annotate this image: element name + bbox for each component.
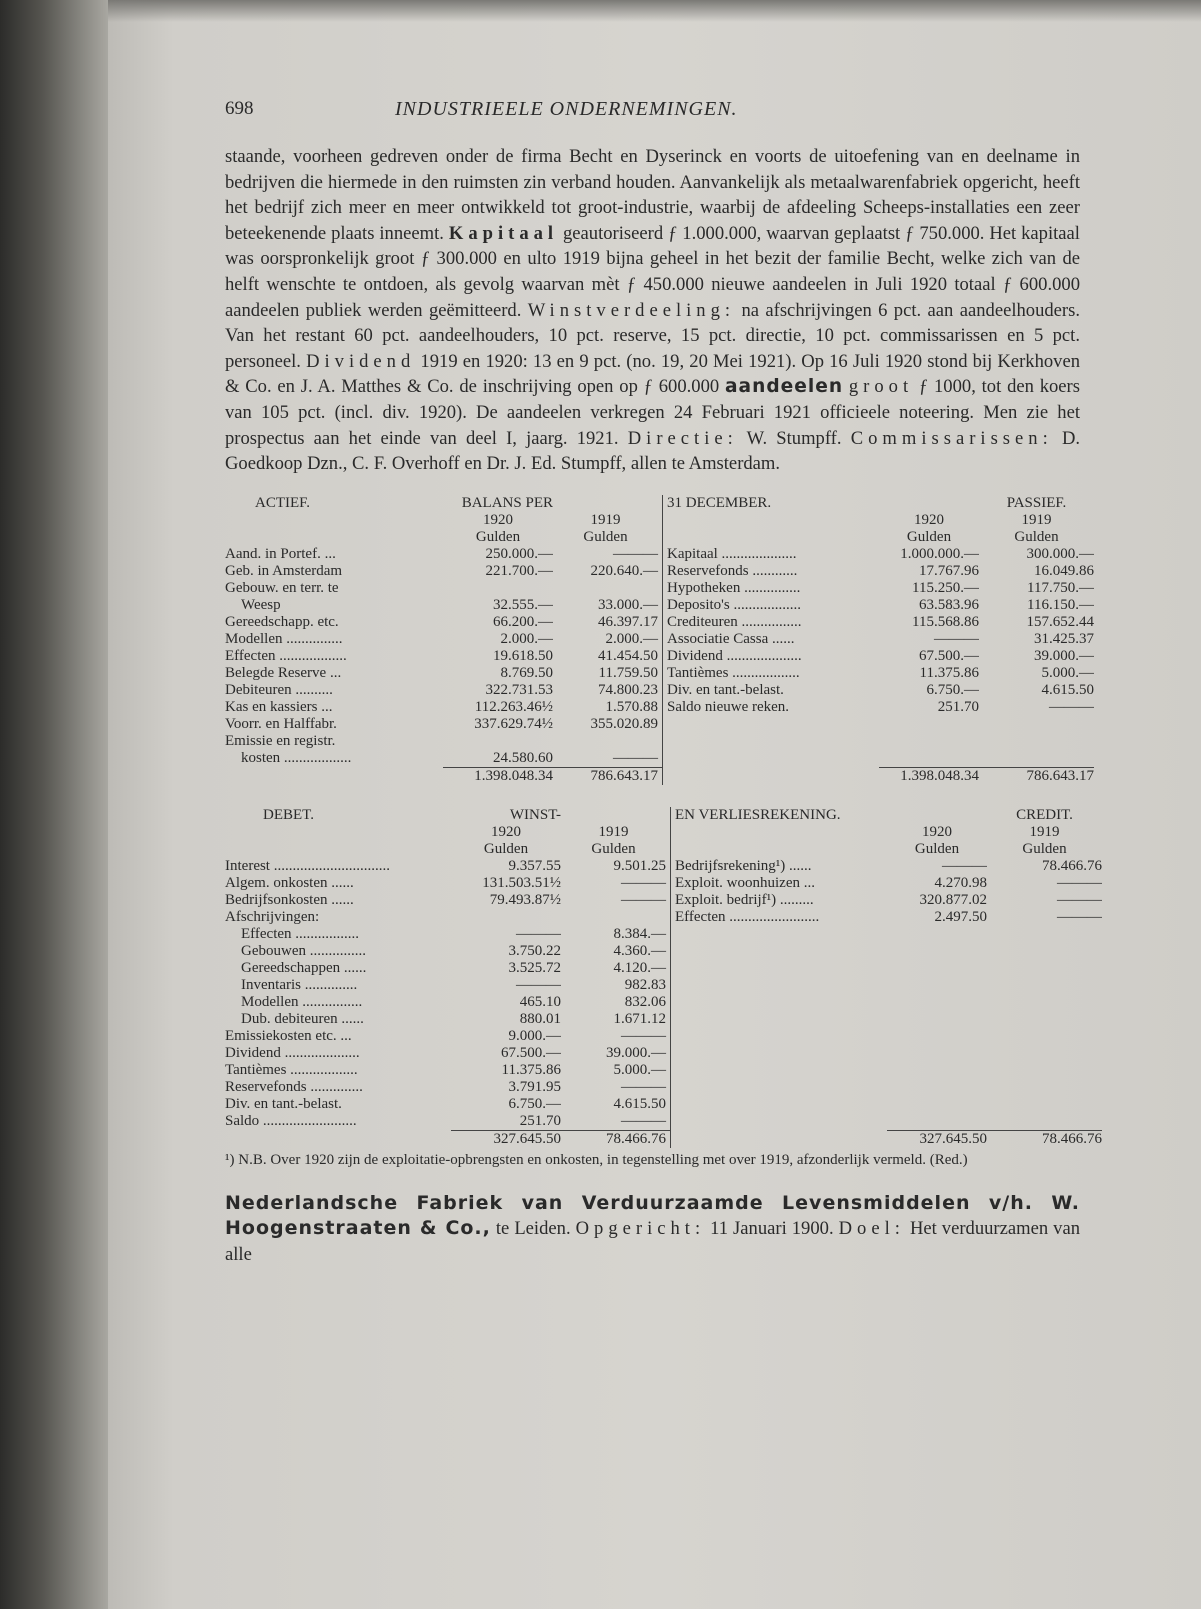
value-1920: 115.568.86	[912, 613, 979, 630]
value-1920: 3.525.72	[508, 959, 561, 976]
table-row	[225, 631, 1094, 648]
table-row	[225, 943, 1102, 960]
page-content	[225, 90, 1102, 1268]
row-label: Gereedschapp. etc.	[225, 613, 339, 630]
total-1919: 786.643.17	[979, 767, 1094, 785]
value-1919: 46.397.17	[598, 613, 658, 630]
table-row	[225, 614, 1094, 631]
row-label: Associatie Cassa ......	[663, 631, 880, 648]
value-1919: 355.020.89	[590, 715, 658, 732]
row-label: Gebouw. en terr. te	[225, 579, 339, 596]
row-label: Bedrijfsonkosten ......	[225, 891, 354, 908]
value-1919: ———	[1057, 908, 1102, 925]
value-1920: 6.750.—	[926, 681, 979, 698]
total-1920: 327.645.50	[887, 1130, 987, 1148]
value-1919: 4.120.—	[613, 959, 666, 976]
value-1919: ———	[613, 545, 658, 562]
opgericht-label: Opgericht:	[575, 1218, 706, 1240]
value-1920: 67.500.—	[501, 1044, 561, 1061]
table-row	[225, 682, 1094, 699]
row-label: Div. en tant.-belast.	[225, 1095, 342, 1112]
value-1919: 41.454.50	[598, 647, 658, 664]
wv-credit-year-1919: 1919	[1029, 823, 1060, 840]
value-1919: 220.640.—	[590, 562, 658, 579]
value-1919: 4.360.—	[613, 942, 666, 959]
value-1919: 116.150.—	[1027, 596, 1094, 613]
row-label: Belegde Reserve ...	[225, 664, 342, 681]
value-1919: ———	[1057, 874, 1102, 891]
value-1919: 74.800.23	[598, 681, 658, 698]
value-1919	[553, 580, 663, 597]
row-label: Reservefonds ..............	[225, 1078, 363, 1095]
value-1920: 9.000.—	[508, 1027, 561, 1044]
row-label: Afschrijvingen:	[225, 908, 320, 925]
table-row	[225, 597, 1094, 614]
row-label: Dub. debiteuren ......	[241, 1010, 364, 1027]
row-label: Hypotheken ...............	[663, 580, 880, 597]
balans-unit: Gulden	[475, 528, 521, 545]
value-1919: 157.652.44	[1026, 613, 1094, 630]
table-row	[225, 1045, 1102, 1062]
intro-text-2: geautoriseerd ƒ 1.000.000, waarvan geplaatst ƒ 750.000. Het kapitaal was oorspronkelijk groot ƒ 300.000 en ulto 1919 bijna geheel in het bezit der familie Becht, welke zich van de helft wenschte te ontdoen, als gevolg waarvan mèt ƒ 450.000 nieuwe aandeelen in Juli 1920 totaal ƒ 600.000 aandeelen publiek werden geëmitteerd.	[225, 222, 1080, 321]
value-1920: 131.503.51½	[482, 874, 561, 891]
balance-sheet	[225, 495, 1094, 785]
row-label: Weesp	[241, 596, 281, 613]
row-label: Modellen ...............	[225, 630, 343, 647]
balans-unit: Gulden	[906, 528, 952, 545]
value-1919: 5.000.—	[1041, 664, 1094, 681]
table-row	[225, 875, 1102, 892]
row-label: Crediteuren ................	[663, 614, 880, 631]
row-label: Effecten ........................	[671, 909, 888, 926]
table-row	[225, 994, 1102, 1011]
value-1919: 39.000.—	[606, 1044, 666, 1061]
wv-unit: Gulden	[914, 840, 960, 857]
value-1920: 17.767.96	[919, 562, 979, 579]
intro-text-1: staande, voorheen gedreven onder de firma Becht en Dyserinck en voorts de uitoefening van en deelname in bedrijven die hiermede in den ruimsten zin verband houden. Aanvankelijk als metaalwarenfabriek opgericht, heeft het bedrijf zich meer en meer ontwikkeld tot groot-industrie, waarbij de afdeeling Scheeps-installaties een zeer beteekenende plaats inneemt.	[225, 146, 1080, 244]
value-1920: 66.200.—	[493, 613, 553, 630]
total-1920: 327.645.50	[451, 1130, 561, 1148]
table-row	[225, 716, 1094, 733]
credit-heading: CREDIT.	[1016, 806, 1073, 823]
page-header	[225, 90, 1080, 130]
value-1919: ———	[621, 874, 666, 891]
wv-title-a: WINST-	[509, 806, 561, 823]
value-1920: 19.618.50	[493, 647, 553, 664]
row-label: Emissie en registr.	[225, 732, 336, 749]
value-1919: 4.615.50	[1041, 681, 1094, 698]
actief-heading: ACTIEF.	[255, 494, 311, 511]
wv-title-b: EN VERLIESREKENING.	[671, 807, 888, 824]
value-1919: 11.759.50	[598, 664, 658, 681]
value-1919: 78.466.76	[1042, 857, 1102, 874]
wv-unit: Gulden	[483, 840, 529, 857]
row-label: Voorr. en Halffabr.	[225, 715, 337, 732]
value-1919: ———	[1057, 891, 1102, 908]
value-1920: 79.493.87½	[489, 891, 561, 908]
table-row	[225, 563, 1094, 580]
value-1919: 4.615.50	[613, 1095, 666, 1112]
value-1920: 465.10	[519, 993, 561, 1010]
balans-title-b: 31 DECEMBER.	[663, 495, 880, 512]
value-1920: 6.750.—	[508, 1095, 561, 1112]
value-1919: 39.000.—	[1034, 647, 1094, 664]
value-1920: 11.375.86	[501, 1061, 561, 1078]
intro-text-4: 1919 en 1920: 13 en 9 pct. (no. 19, 20 Mei 1921). Op 16 Juli 1920 stond bij Kerkhoven & Co. en J. A. Matthes & Co. de inschrijving open op ƒ 600.000	[225, 350, 1081, 398]
value-1920	[451, 909, 561, 926]
winstverdeeling-label: Winstverdeeling:	[527, 299, 736, 321]
value-1920: 112.263.46½	[474, 698, 553, 715]
row-label: Gebouwen ...............	[241, 942, 366, 959]
value-1919: ———	[613, 749, 658, 766]
value-1920: 1.000.000.—	[900, 545, 979, 562]
company-description	[225, 144, 1080, 477]
value-1920: 322.731.53	[485, 681, 553, 698]
kapitaal-label: Kapitaal	[448, 222, 559, 244]
row-label: Modellen ................	[241, 993, 363, 1010]
value-1920: 221.700.—	[485, 562, 553, 579]
debet-heading: DEBET.	[263, 806, 314, 823]
row-label: Inventaris ..............	[241, 976, 358, 993]
intro-text-7: D. Goedkoop Dzn., C. F. Overhoff en Dr. J. Ed. Stumpff, allen te Amsterdam.	[225, 427, 1081, 475]
value-1919: 1.570.88	[605, 698, 658, 715]
value-1920: 320.877.02	[919, 891, 987, 908]
row-label: Tantièmes ..................	[225, 1061, 358, 1078]
value-1919: 9.501.25	[613, 857, 666, 874]
table-row	[225, 648, 1094, 665]
value-1919: ———	[1049, 698, 1094, 715]
page-number: 698	[225, 98, 254, 119]
row-label: Dividend ....................	[663, 648, 880, 665]
next-company-entry	[225, 1191, 1080, 1268]
dividend-label: Dividend	[306, 350, 416, 372]
value-1920: 67.500.—	[919, 647, 979, 664]
value-1919: 33.000.—	[598, 596, 658, 613]
wv-unit: Gulden	[1022, 840, 1067, 857]
table-row	[225, 699, 1094, 716]
total-row	[225, 767, 1094, 785]
page-shadow	[108, 0, 1201, 22]
running-title: INDUSTRIEELE ONDERNEMINGEN.	[395, 98, 738, 120]
footnote: ¹) N.B. Over 1920 zijn de exploitatie-opbrengsten en onkosten, in tegenstelling met over 1919, afzonderlijk vermeld. (Red.)	[225, 1151, 968, 1168]
value-1920: 3.750.22	[508, 942, 561, 959]
table-row	[225, 1062, 1102, 1079]
doel-label: Doel:	[838, 1218, 905, 1240]
total-1919: 78.466.76	[561, 1130, 671, 1148]
value-1920: 4.270.98	[934, 874, 987, 891]
value-1919: 982.83	[624, 976, 666, 993]
wv-credit-year-1920: 1920	[922, 823, 952, 840]
row-label: Deposito's ..................	[663, 597, 880, 614]
profit-loss-account	[225, 807, 1102, 1148]
value-1920: 251.70	[519, 1112, 561, 1129]
total-1919: 786.643.17	[553, 767, 663, 785]
value-1920	[443, 733, 553, 750]
value-1920: 880.01	[519, 1010, 561, 1027]
directie-label: Directie:	[627, 427, 738, 449]
value-1920: 9.357.55	[508, 857, 561, 874]
passief-heading: PASSIEF.	[1006, 494, 1067, 511]
company-name: Nederlandsche Fabriek van Verduurzaamde Levensmiddelen v/h. W. Hoogenstraaten & Co.,	[225, 1191, 1080, 1240]
value-1919: 832.06	[624, 993, 666, 1010]
row-label: Gereedschappen ......	[241, 959, 367, 976]
row-label: Effecten ..................	[225, 647, 347, 664]
value-1920: 251.70	[937, 698, 979, 715]
value-1920: 250.000.—	[485, 545, 553, 562]
row-label: Bedrijfsrekening¹) ......	[671, 858, 888, 875]
row-label: Emissiekosten etc. ...	[225, 1027, 352, 1044]
balans-unit: Gulden	[583, 528, 628, 545]
table-row	[225, 750, 1094, 768]
groot-label: groot	[848, 376, 914, 398]
value-1919	[553, 733, 663, 750]
value-1919: 8.384.—	[613, 925, 666, 942]
table-row	[225, 892, 1102, 909]
value-1920: 63.583.96	[919, 596, 979, 613]
value-1920: ———	[516, 925, 561, 942]
value-1919: ———	[621, 891, 666, 908]
row-label: Kapitaal ....................	[663, 546, 880, 563]
intro-text-3: na afschrijvingen 6 pct. aan aandeelhouders. Van het restant 60 pct. aandeelhouders, 10 pct. reserve, 15 pct. directie, 10 pct. commissarissen en 5 pct. personeel.	[225, 299, 1081, 372]
opgericht-text: 11 Januari 1900.	[710, 1218, 834, 1240]
row-label: Algem. onkosten ......	[225, 874, 354, 891]
row-label: Aand. in Portef. ...	[225, 545, 336, 562]
doel-text: Het verduurzamen van alle	[225, 1218, 1080, 1265]
value-1920: ———	[934, 630, 979, 647]
value-1919: 5.000.—	[613, 1061, 666, 1078]
value-1920: 2.000.—	[500, 630, 553, 647]
value-1919: 117.750.—	[1027, 579, 1094, 596]
row-label: Dividend ....................	[225, 1044, 360, 1061]
value-1920: ———	[516, 976, 561, 993]
balans-title-a: BALANS PER	[461, 494, 553, 511]
value-1919: ———	[621, 1027, 666, 1044]
table-row	[225, 665, 1094, 682]
total-row	[225, 1130, 1102, 1148]
value-1919: 300.000.—	[1026, 545, 1094, 562]
row-label: Saldo .........................	[225, 1112, 357, 1129]
table-row	[225, 858, 1102, 875]
total-1920: 1.398.048.34	[443, 767, 553, 785]
table-row	[225, 1096, 1102, 1113]
value-1920	[443, 580, 553, 597]
table-row	[225, 1079, 1102, 1096]
book-binding	[0, 0, 120, 1609]
value-1919: 1.671.12	[613, 1010, 666, 1027]
value-1920: 115.250.—	[912, 579, 979, 596]
row-label: Kas en kassiers ...	[225, 698, 333, 715]
row-label: Effecten .................	[241, 925, 360, 942]
row-label: Interest ...............................	[225, 857, 390, 874]
value-1920: 11.375.86	[919, 664, 979, 681]
balans-year-1919: 1919	[590, 511, 621, 528]
value-1919: 16.049.86	[1034, 562, 1094, 579]
value-1919	[561, 909, 671, 926]
row-label: Div. en tant.-belast.	[663, 682, 880, 699]
row-label: Tantièmes ..................	[663, 665, 880, 682]
value-1920: 3.791.95	[508, 1078, 561, 1095]
row-label: Saldo nieuwe reken.	[663, 699, 880, 716]
table-row	[225, 733, 1094, 750]
value-1920: 24.580.60	[493, 749, 553, 766]
balans-passief-year-1920: 1920	[914, 511, 944, 528]
value-1919: ———	[621, 1112, 666, 1129]
row-label: kosten ..................	[241, 749, 352, 766]
value-1920: 8.769.50	[500, 664, 553, 681]
table-row	[225, 960, 1102, 977]
table-row	[225, 1011, 1102, 1028]
row-label: Geb. in Amsterdam	[225, 562, 343, 579]
balans-passief-year-1919: 1919	[1021, 511, 1052, 528]
value-1919: ———	[621, 1078, 666, 1095]
commissarissen-label: Commissarissen:	[850, 427, 1053, 449]
company-location: te Leiden.	[495, 1218, 571, 1240]
table-row	[225, 926, 1102, 943]
table-row	[225, 909, 1102, 926]
total-1919: 78.466.76	[987, 1130, 1102, 1148]
balans-year-1920: 1920	[483, 511, 513, 528]
value-1919: 2.000.—	[605, 630, 658, 647]
row-label: Exploit. woonhuizen ...	[671, 875, 888, 892]
row-label: Reservefonds ............	[663, 563, 880, 580]
row-label: Exploit. bedrijf¹) .........	[671, 892, 888, 909]
table-row	[225, 546, 1094, 563]
aandeelen-label: aandeelen	[724, 376, 844, 398]
table-row	[225, 977, 1102, 994]
wv-unit: Gulden	[591, 840, 636, 857]
table-row	[225, 1113, 1102, 1131]
total-1920: 1.398.048.34	[879, 767, 979, 785]
table-row	[225, 1028, 1102, 1045]
value-1920: ———	[942, 857, 987, 874]
intro-text-6: W. Stumpff.	[746, 427, 842, 449]
value-1920: 337.629.74½	[474, 715, 553, 732]
balans-unit: Gulden	[1014, 528, 1059, 545]
intro-text-5: ƒ 1000, tot den koers van 105 pct. (incl. div. 1920). De aandeelen verkregen 24 Februari 1921 officieele noteering. Men zie het prospectus aan het einde van deel I, jaarg. 1921.	[225, 376, 1080, 449]
wv-year-1919: 1919	[598, 823, 629, 840]
value-1920: 2.497.50	[934, 908, 987, 925]
value-1919: 31.425.37	[1034, 630, 1094, 647]
value-1920: 32.555.—	[493, 596, 553, 613]
wv-year-1920: 1920	[491, 823, 521, 840]
table-row	[225, 580, 1094, 597]
row-label: Debiteuren ..........	[225, 681, 333, 698]
